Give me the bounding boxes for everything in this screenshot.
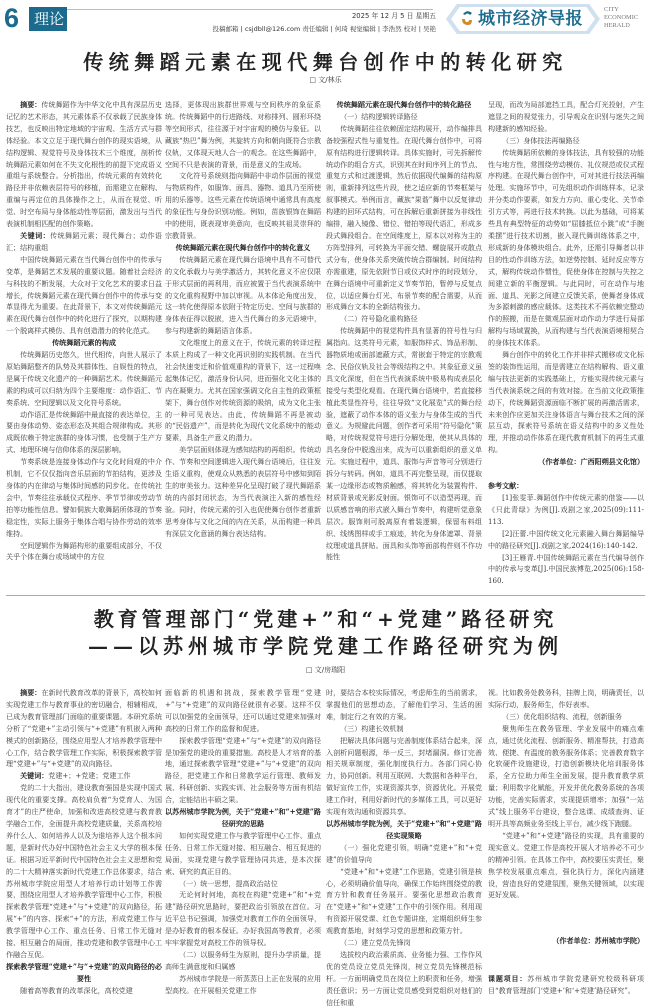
article2-column-2 <box>165 687 321 997</box>
paragraph: 随着高等教育的改革深化，高校党建 <box>20 985 133 995</box>
article2-title: 教育管理部门“党建+”和“+党建”路径研究 <box>93 607 558 631</box>
paragraph: 面临新的机遇和挑战，探索教学管理“党建+”与“+党建”的双向路径就很有必要。这样不仅可以加强党的全面领导，还可以通过党建来加强对高校的日常工作的监督和促进。 <box>165 688 321 733</box>
issue-date: 2025 年 12 月 5 日 星期五 <box>351 12 436 20</box>
paragraph: （二）建立党员先锋岗 <box>340 938 411 948</box>
abstract-label: 摘要： <box>20 100 42 109</box>
paragraph: （一）结构逻辑转译路径 <box>340 111 418 121</box>
paragraph: 党的二十大指出，建设教育强国是实现中国式现代化的重要支撑。高校肩负着“为党育人、为国育才”的庄严使命，加强和改进高校党建与教育教学融合工作，全面提升高校党建质量，关系高校培养什么人、如何培养人以及为谁培养人这个根本问题，是新时代办好中国特色社会主义大学的根本保证。根据习近平新时代中国特色社会主义思想和党的二十大精神落实新时代党建工作总体要求，结合苏州城市学院应用型人才培养行动计划等工作需要，围绕应用型人才培养教学管理中心工作，积极探索教学管理“党建+”与“+党建”的双向路径，拓展“+”的内容、探索“+”的方法，形成党建工作与教学管理中心工作、重点任务、日常工作无缝对接、相互融合的局面，推动党建和教学管理中心工作融合互促。 <box>6 783 162 959</box>
section-heading: 以苏州城市学院为例，关于“党建+”和“+党建”路径实现策略 <box>326 818 482 840</box>
paragraph: （一）统一思想，提高政治站位 <box>179 878 278 888</box>
section-heading: 传统舞蹈元素的构成 <box>52 338 116 348</box>
abstract-label: 摘要： <box>20 688 42 697</box>
abstract-text: 传统舞蹈作为中华文化中具有深层历史记忆的艺术形态，其元素体系不仅承载了民族身体技艺，也反映出特定地域的宇宙观、生活方式与群体经验。本文立足于现代舞台创作的现实语境，从结构逻辑、视觉符号及身体技术三个维度，剖析传统舞蹈元素如何在不失文化根性的前提下完成语义重组与系统整合。分析指出，传统元素的有效转化路径并非依赖表层符号的移植，而需建立在解构、重编与再定位的具体操作之上，从而在视觉、听觉、时空布局与身体能动性等层面，激发出与当代表演机制相匹配的创作策略。 <box>6 100 162 229</box>
keywords-label: 关键词： <box>20 230 51 240</box>
paragraph: 时，要结合本校实际情况，考虑师生的当前需求，掌握他们的思想动态，了解他们学习、生活的困难，制定行之有效的方案。 <box>326 688 482 721</box>
paragraph: 选拔校内政治素质高、业务能力强、工作作风优的党员设立党员先锋岗，树立党员先锋模范标杆。一方面明确党员在岗位上的职责和任务，增强责任意识；另一方面让党员感受到党组织对他们的信任和重 <box>326 949 482 1007</box>
keywords <box>6 770 162 782</box>
reference-item: [3]王雁青.中国传统舞蹈元素在当代编导创作中的传承与变革[J].中国民族博览,2025(06):158-160. <box>488 552 644 586</box>
section-tag: 理论 <box>29 7 67 31</box>
paragraph: 传统舞蹈历史悠久，世代相传，向世人展示了原始舞蹈整齐的队势及其群体性、自娱性的特点，是属于传统文化遗产的一种舞蹈艺术。传统舞蹈元素的构成可以归纳为四个主要维度：动作语汇、节奏系统、空间逻辑以及文化符号系统。 <box>6 350 162 407</box>
paragraph: （二）符号隐化重构路径 <box>340 314 418 324</box>
paragraph: （三）身体技法再编路径 <box>502 135 580 145</box>
paragraph: 动作语汇是传统舞蹈中最直接的表达单位，主要由身体动势、姿态形态及其组合规律构成。其形成既依赖于特定族群的身体习惯，也受制于生产方式、地理环境与信仰体系的深层影响。 <box>6 409 162 455</box>
paragraph: 如何实现党建工作与教学管理中心工作、重点任务、日常工作无缝对接、相互融合、相互促进的局面，实现党建与教学管理协同共进，是本次探索、研究的真正目的。 <box>165 830 321 876</box>
article1-title: 传统舞蹈元素在现代舞台创作中的转化研究 <box>83 50 568 74</box>
paragraph: 节奏系统是连接身体动作与文化时间观的中介机制，它不仅仅指向音乐层面的节拍结构，更涉及身体的内在律动与集体时间感的同步化。在传统社会中，节奏往往承载仪式程序、季节节律或劳动节拍等功能性信息。譬如侗族大歌舞蹈所体现的节奏稳定性，实际上服务于集体合唱与协作劳动的效率维持。 <box>6 457 162 538</box>
logo-en-line: HERALD <box>604 22 630 29</box>
paragraph: 中国传统舞蹈元素在当代舞台创作中的传承与变革，是舞蹈艺术发展的重要议题。随着社会经济与科技的不断发展，大众对于文化艺术的要求日益增长，传统舞蹈元素在现代舞台创作中的传承与变革显得尤为重要。在此背景下，本文对传统舞蹈元素在现代舞台创作中的转化进行了探究，以期构建一个脱离样式模仿、具有创造潜力的转化范式。 <box>6 254 162 336</box>
keywords-text: 传统舞蹈元素；现代舞台；动作语汇；结构重组 <box>6 230 162 252</box>
article1-byline: □ 文/林乐 <box>309 76 342 84</box>
article2-column-1 <box>6 687 162 997</box>
project-text: 苏州城市学院党建研究校级科研项目“教育管理部门‘党建+’和‘+党建’路径研究”。 <box>488 975 645 996</box>
masthead <box>0 0 651 38</box>
paragraph: 美学层面则体现为感知结构的再组织。传统动作、节奏和空间逻辑进入现代舞台语境后，往往发生语义重构，使观众从熟悉的表层符号中感知到陌生的审美张力。这种差异化呈现打破了现代舞蹈系统的内部封闭状态，为当代表演注入新的感性经验。同时，传统元素的引入也促使舞台创作者重新思考身体与文化之间的内在关系，从而构建一种具有深层文化意涵的舞台表达结构。 <box>165 445 321 538</box>
keywords-text: 党建+；+党建；党建工作 <box>48 771 131 781</box>
logo-mark-icon <box>460 9 474 27</box>
reference-item: [1]张雯菲.舞蹈创作中传统元素的借鉴——以《只此青绿》为例[J].戏剧之家,2025(09):111-113. <box>488 493 644 526</box>
references-heading: 参考文献： <box>488 481 524 491</box>
paragraph: （三）优化组织结构、流程，创新服务 <box>502 711 622 721</box>
paragraph: 苏州城市学院是一所蒸蒸日上正在发展的应用型高校。在开展相关党建工作 <box>165 973 321 995</box>
paragraph: 无论何时何地，高校在构建“党建+”和“+党建”路径研究思路时，要把政治引领放在首位。习近平总书记强调，加强党对教育工作的全面领导，是办好教育的根本保证。办好我国高等教育，必须牢牢掌握党对高校工作的领导权。 <box>165 890 321 948</box>
article2-column-4 <box>488 687 644 998</box>
reference-item: [2]汪蕾.中国传统文化元素融入舞台舞蹈编导中的路径研究[J].戏剧之家,2024(16):140-142. <box>488 528 644 550</box>
editorial-info: 投稿邮箱 | csjdbll@126.com 责任编辑 | 何琦 视觉编辑 | 李浩然 校对 | 吴艳 <box>212 25 436 33</box>
paragraph: 传统舞蹈中的视觉构件具有显著的符号性与归属指向。这类符号元素，如服饰样式、饰品形制、器物质地或面部遮蔽方式，常嵌套于特定的宗教观念、民俗仪轨及社会等级结构之中。其象征意义虽具文化深度，但在当代表演系统中极易构成表层化接受与类型化观看。在现代舞台语境中，若直接移植此类显性符号，往往导致“文化展览”式的舞台经验，遮蔽了动作本体的语义张力与身体生成的当代意义。为规避此问题，创作者可采用“符号隐化”策略，对传统视觉符号进行分解处理，使其从具体的具名身份中脱逸出来，成为可以重新组织的意义单元。实施过程中，道具、服饰与声音等可分别进行拆分与转码。例如，道具不再完整呈现，而仅提取某一边缘形态或物质触感，将其转化为装置构件、材质背景或光影反射面。银饰可不以造型再现，而以质感音响的形式嵌入舞台节奏中，构建听觉意象层次。服饰则可脱离原有着装逻辑，保留布料组织、线绣图样或手工痕迹，转化为身体遮罩、背景纹理或道具拼贴。面具和头饰等面部构件则不作功能性 <box>326 326 482 562</box>
keywords <box>6 230 162 254</box>
paragraph: “党建+”和“+党建”工作思路，党建引领是核心，必须明确价值导向，确保工作始终围绕党的教育方针和教育任务展开。要强化思想政治教育在“党建+”和“+党建”工作中的引领作用。利用现有资源开展党课、红色专题讲座，定期组织师生参观教育基地，时刻学习党的思想和政策方针。 <box>326 866 482 936</box>
section-heading: 探索教学管理“党建+”与“+党建”的双向路径的必要性 <box>6 961 162 983</box>
abstract <box>6 99 162 230</box>
article1-column-3 <box>326 99 482 563</box>
paragraph: 聚焦师生在教务管理、学业发展中的痛点难点，通过优化流程、创新服务、精准帮扶，打造高效、便捷、有温度的教务服务体系；完善教育数字化软硬件设施建设，打造创新模块化培训服务体系，全方位助力师生全面发展，提升教育教学质量；利用数字化赋能，开发并优化教务系统的各项功能，完善实际需求，实现提质增率；加强“一站式”线上服务平台建设，整合选课、成绩查询、证明开具等高频业务至线上平台，减少线下跑腿。 <box>488 723 644 828</box>
paragraph: 文化符号系统则指向舞蹈中非动作层面的视觉与物质构件，如服饰、面具、器物、道具乃至所使用的乐器等。这些元素在传统语境中通常具有高度的象征性与身份识别功能。例如，苗族银饰在舞蹈中的使用，既表现审美意向，也反映其祖灵崇拜的宗教背景。 <box>165 171 321 240</box>
paragraph: 呈现，而改为局部遮挡工具，配合灯光投射，产生遮显之间的视觉张力，引导观众在识别与迷失之间构建新的感知经验。 <box>488 100 644 133</box>
article1-column-2 <box>165 99 321 540</box>
project-note <box>488 973 644 998</box>
paragraph: 舞台创作中的转化工作并非样式搬移或文化标签的装饰性运用，而是需建立在结构解构、语义重编与技法更新的实践基础上，方能实现传统元素与当代表演系统之间的有效对接。在当前文化政策推动下，传统舞蹈资源面临不断扩展的再激活需求，未来创作应更加关注身体语言与舞台技术之间的深层互动，探索符号系统在语义结构中的多义性处理，并推动动作体系在现代教育机制下的再生式重构。 <box>488 350 644 455</box>
paragraph: “党建+”和“+党建”路径的实现，具有重要的现实意义。党建工作是高校开展人才培养必不可少的精神引领。在具体工作中，高校要压实责任，聚焦学校发展重点难点，强化执行力，深化内涵建设，营造良好的党建氛围，聚焦关键领域，以实现更好发展。 <box>488 830 644 900</box>
abstract <box>6 687 162 770</box>
paragraph: 传统舞蹈所依赖的身体技法，具有较强的功能性与地方性，常围绕劳动模仿、礼仪规范或仪式程序构建。在现代舞台创作中，可对其进行技法再编处理。实施环节中，可先组织动作训练样本，记录并分类动作要素，如发力方向、重心变化、关节牵引方式等，再进行技术转换。以此为基础，可将某些具有典型特征的动势如“屈膝抵位小跳”或“手腕柔摆”进行技术切割，嵌入现代舞训练体系之中，形成新的身体模块组合。此外，还需引导舞者以非目的性动作训练方法，如逆势控制、延时反应等方式，解构传统动作惯性，促使身体在控制与失控之间建立新的平衡逻辑。与此同时，可在动作与地面、道具、光影之间建立反馈关系，使舞者身体成为多源刺激的感应载体。这类技术不再依赖完整动作的照搬，而是在微观层面对动作动力学进行局部解构与场域置换，从而构建与当代表演语境相契合的身体技术体系。 <box>488 147 644 348</box>
section-heading: 以苏州城市学院为例，关于“党建+”和“+党建”路径研究的思路 <box>165 807 321 828</box>
project-label: 课题项目： <box>488 974 528 984</box>
logo-english <box>604 6 638 30</box>
article2-column-3 <box>326 687 482 1008</box>
paragraph: 传统舞蹈往往依赖固定结构展开，动作编排具备较强程式性与重复性。在现代舞台创作中，可将原有结构进行逻辑转译。具体实施时，可先拆解传统动作的组合方式，识别其在时间序列上的节点、重复方式和过渡逻辑，然后依据现代编舞的结构原则，重新排列这些片段，使之适应新的节奏框架与叙事模式。举例而言，藏族“果谐”舞中以反复律动构建的回环式结构，可在拆解后重新拼接为非线性编排，融入镜像、错位、错拍等现代语汇，形成多段式舞段组合。在空间维度上，原本以对称为主的方阵型排列，可转换为平面交错、螺旋展开或散点式分布，使身体关系突破传统合群编制。时间结构亦需重建，原先依附节日或仪式时序的时段划分，在舞台语境中可重新定义节奏节拍，暂停与反复点位，以适应舞台灯光、布景节奏的配合需要，从而形成舞台文本的全新结构张力。 <box>326 123 482 312</box>
paragraph: （二）以服务师生为原则，提升办学质量，提高师生满意度和归属感 <box>165 949 321 971</box>
abstract-text: 在新时代教育改革的背景下，高校如何实现党建工作与教育事业的密切融合，相辅相成，已成为教育管理部门面临的重要课题。本研究系统分析了“党建+”主动引领与“+党建”有机嵌入两种模式的创新路径，围绕应用型人才培养教学管理中心工作，结合教学管理工作实际，积极探索教学管理“党建+”与“+党建”的双向路径。 <box>6 688 162 769</box>
logo-en-line: ECONOMIC <box>604 14 639 21</box>
logo-en-line: CITY <box>604 6 619 13</box>
paragraph: 文化维度上的意义在于，传统元素的转译过程本质上构成了一种文化再识别的实践机制。在当代社会快速变迁和价值观重构的背景下，这一过程唤起集体记忆，激活身份认同，进而强化文化主体的内在凝聚力。尤其在国家强调文化自主性的政策框架下，舞台创作对传统资源的吸纳，成为文化主张的一种可见表达。由此，传统舞蹈不再是被动的“民俗遗产”，而是转化为现代文化系统中的能动要素，具备生产意义的潜力。 <box>165 338 321 443</box>
article1-column-1 <box>6 99 162 563</box>
article2-byline: □ 文/房瑞阳 <box>305 666 346 674</box>
newspaper-logo <box>446 4 600 34</box>
article1-column-4 <box>488 99 644 587</box>
paragraph: 传统舞蹈元素在现代舞台语境中具有不可替代的文化承载力与美学激活力，其转化意义不应仅限于形式层面的再利用，而应被置于当代表演系统中的文化重构视野中加以审视。从本体论角度出发，这一转化使得原本依附于特定历史、空间与族群的身体表征得以脱嵌，进入当代舞台的多元语境中，参与构建新的舞蹈语言体系。 <box>165 254 321 336</box>
section-heading: 传统舞蹈元素在现代舞台创作中的转化意义 <box>175 242 311 252</box>
author-affiliation: （作者单位：广西阳朔县文化馆） <box>538 457 644 467</box>
keywords-label: 关键词： <box>20 771 49 781</box>
paragraph: 选择，更体现出族群世界观与空间秩序的象征系统。传统舞蹈中的行进路线、对称排列、圆形环绕等空间形式，往往源于对宇宙观的模仿与象征。以藏族“热巴”舞为例，其旋转方向和朝向既符合宗教仪轨，又体现天地人合一的观念。在这些舞蹈中，空间不只是表演的背景，而是意义的生成场。 <box>165 100 321 169</box>
paragraph: 视。比如教务处教务科，挂牌上岗，明确责任，以实际行动，服务师生，作好表率。 <box>488 688 644 709</box>
article2-subtitle: ——以苏州城市学院党建工作路径研究为例 <box>88 634 563 658</box>
logo-text: 城市经济导报 <box>478 9 583 29</box>
page-number: 6 <box>4 3 20 33</box>
paragraph: （三）构建长效机制 <box>340 723 404 733</box>
author-affiliation: （作者单位：苏州城市学院） <box>552 936 644 946</box>
article-divider <box>6 595 645 596</box>
paragraph: 把解决具体问题与完善制度体系结合起来，深入剖析问题根源，举一反三，封堵漏洞。修订完善相关规章制度，强化制度执行力。各部门同心协力，协同创新。利用互联网、大数据和各种平台，做好宣传工作，实现资源共享，资源优化。开展党建工作时，利用好新时代的多媒体工具，可以更好实现有效沟通和资源共享。 <box>326 735 482 817</box>
paragraph: 探索教学管理“党建+”与“+党建”的双向路径是加强党的建设的重要措施。高校是人才培育的基地，通过探索教学管理“党建+”与“+党建”的双向路径，把党建工作和日常教学运行管理、教师发展、科研创新、实践实训、社会服务等方面有机结合，定能结出丰硕之果。 <box>165 735 321 805</box>
section-heading: 传统舞蹈元素在现代舞台创作中的转化路径 <box>336 100 472 109</box>
paragraph: （一）强化党建引领，明确“党建+”和“+党建”的价值导向 <box>326 842 482 864</box>
paragraph: 空间逻辑作为舞蹈构形的重要组成部分，不仅关乎个体在舞台或场域中的方位 <box>6 540 162 562</box>
